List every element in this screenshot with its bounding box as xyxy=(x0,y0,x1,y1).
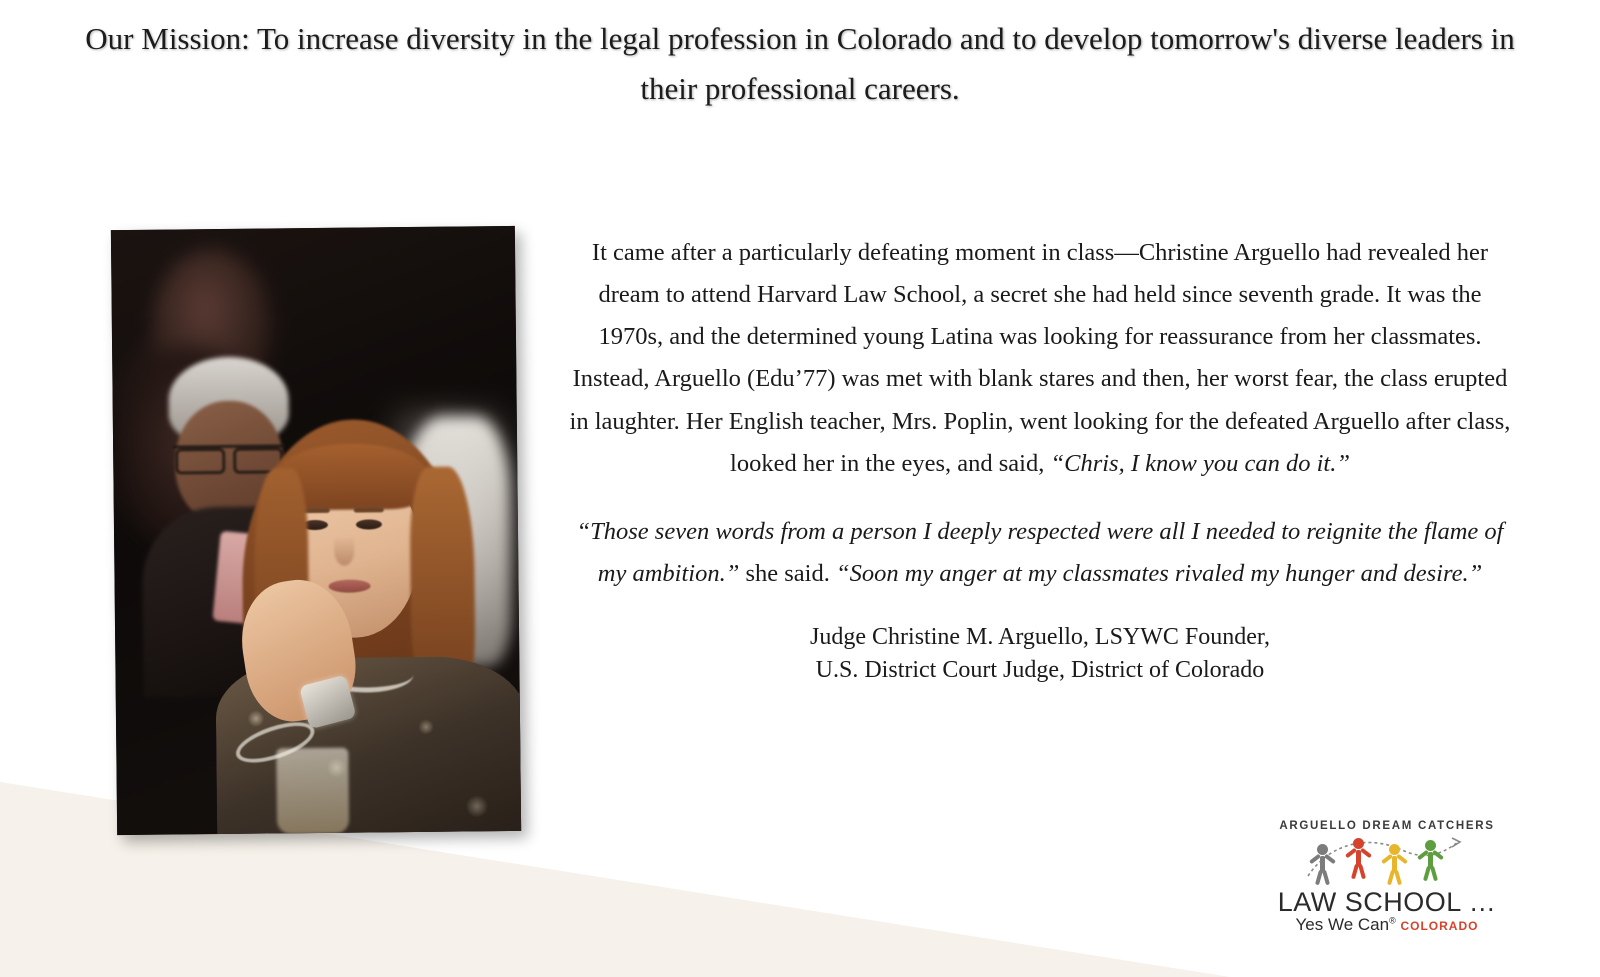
paragraph-two-quote-b: “Soon my anger at my classmates rivaled my hunger and desire.” xyxy=(835,559,1483,587)
eyebrow-right xyxy=(354,507,384,512)
logo-person-red xyxy=(1346,838,1372,878)
logo-state: COLORADO xyxy=(1400,919,1479,934)
logo-person-green xyxy=(1418,840,1444,880)
logo-trademark: ® xyxy=(1389,915,1396,926)
drinking-glass xyxy=(276,748,349,835)
speaker-attribution xyxy=(565,621,1515,687)
mission-statement: Our Mission: To increase diversity in the legal profession in Colorado and to develop tomorrow's diverse leaders in their professional careers. xyxy=(85,21,1515,107)
logo-person-grey xyxy=(1310,844,1336,884)
judge-arguello-photo xyxy=(111,226,521,835)
logo-person-yellow xyxy=(1382,844,1408,884)
paragraph-one-quote: “Chris, I know you can do it.” xyxy=(1050,449,1350,477)
logo-yeswecan: Yes We Can xyxy=(1295,915,1390,935)
paragraph-two-attribution-verb: she said. xyxy=(739,559,836,587)
nose xyxy=(334,536,354,566)
lsywc-logo xyxy=(1272,820,1502,935)
logo-figure-group xyxy=(1302,836,1472,886)
paragraph-two-quote-a: “Those seven words from a person I deeply respected were all I needed to reignite the flame of my ambition.” xyxy=(576,517,1504,587)
attribution-line-one: Judge Christine M. Arguello, LSYWC Founder, xyxy=(810,624,1270,650)
article-paragraph-two xyxy=(565,511,1515,595)
logo-name-line-two xyxy=(1272,916,1502,935)
photo-canvas xyxy=(111,226,521,835)
article-text xyxy=(565,232,1515,687)
logo-tagline: ARGUELLO DREAM CATCHERS xyxy=(1279,819,1495,832)
attribution-line-two: U.S. District Court Judge, District of Colorado xyxy=(815,657,1265,684)
logo-name-line-one: LAW SCHOOL … xyxy=(1277,886,1497,917)
article-paragraph-one xyxy=(565,232,1515,485)
paragraph-one-body: It came after a particularly defeating moment in class—Christine Arguello had revealed her dream to attend Harvard Law School, a secret she had held since seventh grade. It was the 1970s, and the determined young Latina was looking for reassurance from her classmates. Instead, Arguello (Edu’77) was met with blank stares and then, her worst fear, the class erupted in laughter. Her English teacher, Mrs. Poplin, went looking for the defeated Arguello after class, looked her in the eyes, and said, xyxy=(569,239,1511,477)
